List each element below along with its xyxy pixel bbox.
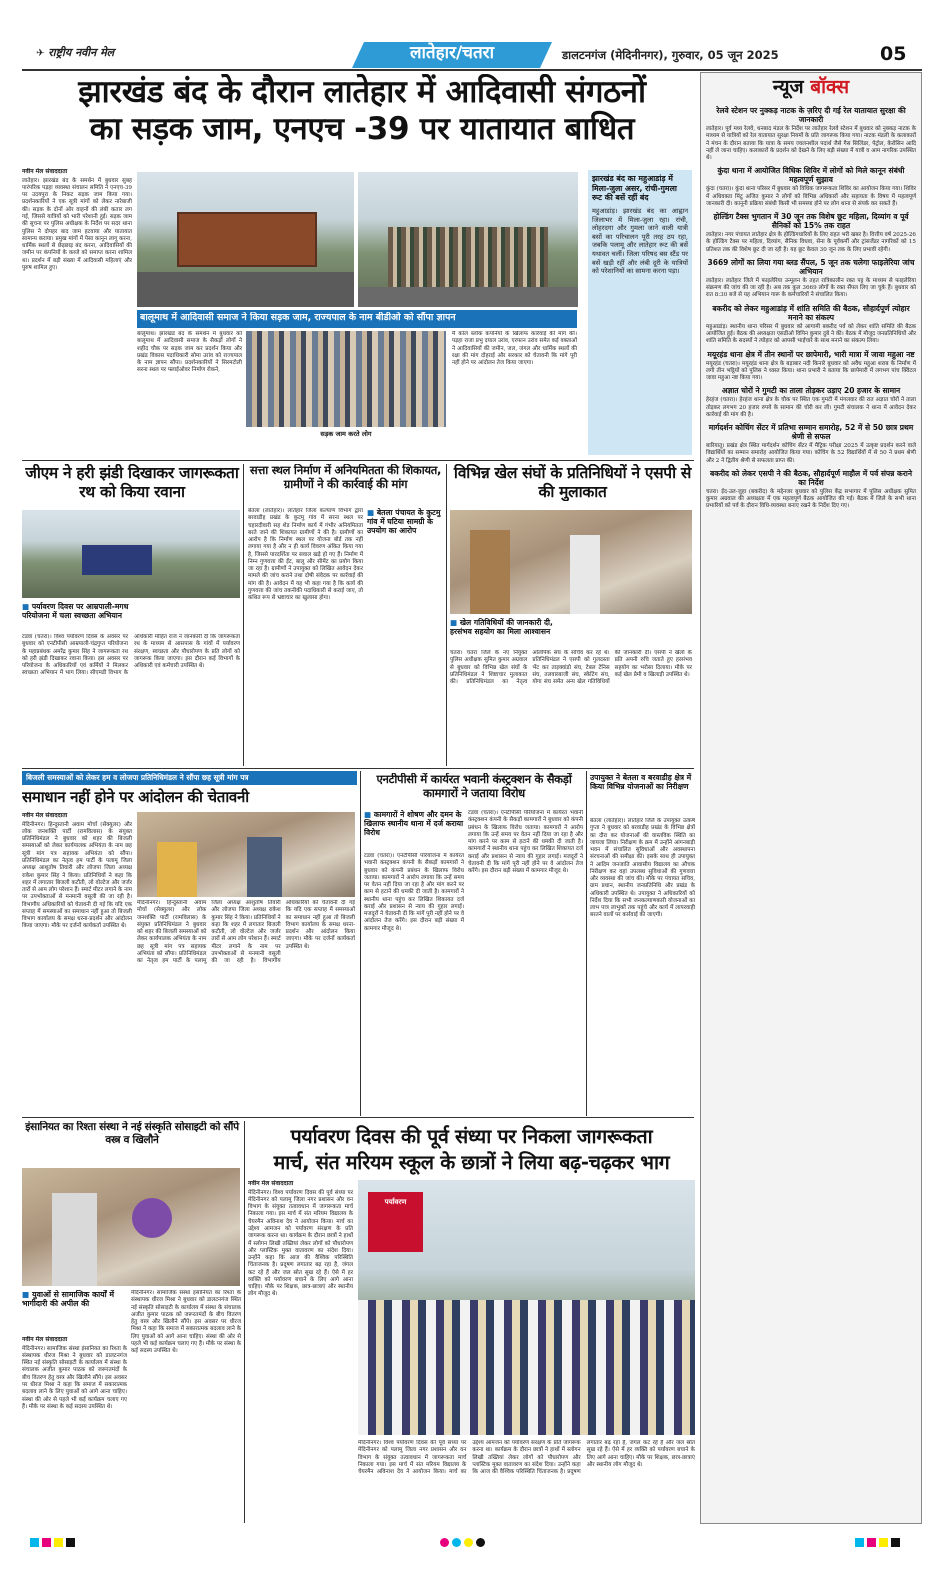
- news-box-items: [701, 101, 921, 517]
- mahuadand-body: महुआडांड़। झारखंड बंद का आह्वान जिलाभर में मिला-जुला रहा। रांची, लोहरदगा और गुमला जाने वाली यात्री बसों का परिचालन पूरी तरह ठप रहा, जबकि पलामू और लातेहार रूट की बसें यथावत चलीं। जिला परिषद बस स्टैंड पर बसें खड़ी रहीं और लंबी दूरी के यात्रियों को परेशानियों का सामना करना पड़ा।: [592, 207, 688, 276]
- row3-bottom-rule: [22, 1117, 694, 1118]
- betla-body: बेतला (लातेहार)। लातेहार जिले के उपायुक्त उत्कर्ष गुप्ता ने बुधवार को बरवाडीह प्रखंड के विभिन्न क्षेत्रों का दौरा कर योजनाओं की वास्तविक स्थिति का जायजा लिया। निरीक्षण के क्रम में उन्होंने आंगनबाड़ी भवन में संचालित सुविधाओं और अवस्थापना संरचनाओं की समीक्षा की। इसके साथ ही उपायुक्त ने आदिम जनजाति आवासीय विद्यालय का औचक निरीक्षण कर वहां उपलब्ध सुविधाओं की गुणवत्ता और व्यवस्था की जांच की। मौके पर पंचायत सचिव, ग्राम प्रधान, स्थानीय जनप्रतिनिधि और प्रखंड के अधिकारी उपस्थित थे। उपायुक्त ने अधिकारियों को निर्देश दिया कि सभी जनकल्याणकारी योजनाओं का लाभ पात्र लाभुकों तक पहुंचे और कार्य में लापरवाही बरतने वालों पर कार्रवाई की जाएगी।: [590, 818, 695, 919]
- dateline: डालटनगंज (मेदिनीनगर), गुरुवार, 05 जून 2025: [562, 48, 779, 62]
- paryavaran-byline: नवीन मेल संवाददाता: [248, 1180, 294, 1187]
- news-box-item: [706, 106, 916, 162]
- sasta-headline: सत्ता स्थल निर्माण में अनियमितता की शिकायत, ग्रामीणों ने की कार्रवाई की मांग: [249, 464, 442, 491]
- paryavaran-text-col: [248, 1180, 353, 1522]
- news-box-item: [706, 258, 916, 300]
- square-bullet-icon: ■: [367, 508, 377, 517]
- news-box-item-body: बारियातू। प्रखंड क्षेत्र स्थित मार्गदर्शन कोचिंग सेंटर में मैट्रिक परीक्षा 2025 में उत्कृष्ट प्रदर्शन करने वाले विद्यार्थियों का सम्मान समारोह आयोजित किया गया। कोचिंग के 52 विद्यार्थियों में से 50 ने प्रथम श्रेणी और 2 ने द्वितीय श्रेणी से सफलता प्राप्त की।: [706, 443, 916, 464]
- khel-photo: [450, 510, 692, 614]
- col-rule-4: [586, 771, 587, 1116]
- paryavaran-body-cont: [358, 1440, 695, 1522]
- news-box-item: [706, 350, 916, 383]
- balumath-photo-caption: सड़क जाम करते लोग: [320, 430, 372, 438]
- samadhan-text-col: [22, 812, 132, 1112]
- balumath-body-right: मैं कोल ब्लॉक कंपनियों के खिलाफ कार्रवाई की मांग की। पड़हा राजा प्रभु दयाल उरांव, एरफान उरांव समेत कई वक्ताओं ने आदिवासियों की जमीन, जल, जंगल और धार्मिक स्थलों की रक्षा की मांग दोहराई और सरकार को चेतावनी कि मांगे पूरी नहीं होने पर आंदोलन तेज किया जाएगा।: [452, 331, 577, 367]
- samadhan-byline: नवीन मेल संवाददाता: [22, 812, 68, 819]
- lead-photo-protest: [358, 172, 578, 307]
- sasta-inset: [367, 508, 443, 535]
- section-title: लातेहार/चतरा: [409, 43, 495, 63]
- insaniyat-inset-text: युवाओं से सामाजिक कार्यों में भागीदारी की अपील की: [22, 1290, 115, 1309]
- page-number: 05: [880, 43, 907, 65]
- dm-rath-inset-text: पर्यावरण दिवस पर आम्रपाली-मगध परियोजना में चला स्वच्छता अभियान: [22, 602, 129, 621]
- row2-bottom-rule: [22, 768, 694, 769]
- lead-headline: [22, 74, 702, 147]
- lead-body: लातेहार। झारखंड बंद के समर्थन में बुधवार सुबह पारंपरिक पड़हा व्यवस्था संचालन समिति ने एनएच-39 पर उदयपुरा के निकट सड़क जाम किया गया। प्रदर्शनकारियों ने एक सूत्री मांगों को लेकर नारेबाजी की। सड़क के दोनों ओर वाहनों की लंबी कतार लग गई, जिससे यात्रियों को भारी परेशानी हुई। सड़क जाम की सूचना पर पुलिस अधीक्षक के निर्देश पर सदर थाना पुलिस ने दोपहर बाद जाम हटवाया और यातायात सामान्य कराया। प्रमुख मांगों में पेसा कानून लागू करना, धार्मिक स्थलों से छेड़छाड़ बंद करना, आदिवासियों की जमीन पर कंपनियों के कब्जे को समाप्त करना शामिल था। प्रदर्शन में बड़ी संख्या में आदिवासी महिलाएं और पुरुष शामिल हुए।: [22, 177, 132, 271]
- square-bullet-icon: ■: [22, 602, 32, 611]
- col-rule-5: [244, 1121, 245, 1523]
- paryavaran-photo: [358, 1180, 695, 1435]
- news-box-item-headline: होल्डिंग टैक्स भुगतान में 30 जून तक विशेष छूट महिला, दिव्यांग व पूर्व सैनिकों को 15% तक राहत: [713, 212, 909, 231]
- khel-headline: विभिन्न खेल संघों के प्रतिनिधियों ने एसपी से की मुलाकात: [453, 464, 692, 501]
- insaniyat-inset: [22, 1290, 127, 1309]
- dm-rath-photo: [22, 510, 240, 598]
- lead-byline: नवीन मेल संवाददाता: [22, 168, 68, 175]
- col-rule-1: [243, 464, 244, 766]
- mahuadand-side-story: [588, 170, 692, 455]
- lead-headline-line-1: झारखंड बंद के दौरान लातेहार में आदिवासी संगठनों: [78, 74, 646, 110]
- paryavaran-body: मेदिनीनगर। विश्व पर्यावरण दिवस की पूर्व संध्या पर मेदिनीनगर को पलामू जिला नगर प्रशासन और वन विभाग के संयुक्त तत्वावधान में जागरूकता मार्च निकाला गया। इस मार्च में संत मरियम विद्यालय के चेयरमैन अविनाश देव ने आयोजन किया। मार्च का उद्देश्य आमजन को पर्यावरण संरक्षण के प्रति जागरूक करना था। कार्यक्रम के दौरान छात्रों ने हाथों में स्लोगन लिखी तख्तियां लेकर लोगों को पौधारोपण और प्लास्टिक मुक्त वातावरण का संदेश दिया। उन्होंने कहा कि आज की वैश्विक परिस्थिति चिंताजनक है। प्रदूषण लगातार बढ़ रहा है, जंगल कट रहे हैं और जल स्रोत सूख रहे हैं। ऐसे में हर व्यक्ति को पर्यावरण बचाने के लिए आगे आना चाहिए। मौके पर शिक्षक, छात्र-छात्राएं और स्थानीय लोग मौजूद थे।: [248, 1189, 353, 1298]
- khel-inset-text: खेल गतिविधियों की जानकारी दी, हरसंभव सहयोग का मिला आश्वासन: [450, 618, 553, 637]
- samadhan-body: मेदिनीनगर। हिन्दुस्तानी अवाम मोर्चा (सेक्युलर) और लोक जनशक्ति पार्टी (रामविलास) के संयुक्त प्रतिनिधिमंडल ने बुधवार को शहर की बिजली समस्याओं को लेकर कार्यपालक अभियंता के नाम छह सूत्री मांग पत्र सहायक अभियंता को सौंपा। प्रतिनिधिमंडल का नेतृत्व हम पार्टी के पलामू जिला अध्यक्ष आशुतोष तिवारी और लोजपा जिला अध्यक्ष राकेश कुमार सिंह ने किया। प्रतिनिधियों ने कहा कि शहर में लगातार बिजली कटौती, लो वोल्टेज और जर्जर तारों से आम लोग परेशान हैं। स्मार्ट मीटर लगाने के नाम पर उपभोक्ताओं से मनमानी वसूली की जा रही है। विभागीय अधिकारियों को चेतावनी दी गई कि यदि एक सप्ताह में समस्याओं का समाधान नहीं हुआ तो बिजली विभाग कार्यालय के समक्ष धरना-प्रदर्शन और आंदोलन किया जाएगा। मौके पर दर्जनों कार्यकर्ता उपस्थित थे।: [22, 821, 132, 930]
- news-box-item-body: लातेहार। नगर पंचायत लातेहार क्षेत्र के होल्डिंगधारियों के लिए राहत भरी खबर है। वित्तीय वर्ष 2025-26 के होल्डिंग टैक्स पर महिला, दिव्यांग, सैनिक विधवा, सेना के पूर्वकर्मी और ट्रांसजेंडर नागरिकों को 15 प्रतिशत तक की विशेष छूट दी जा रही है। यह छूट केवल 30 जून तक के लिए प्रभावी रहेगी।: [706, 232, 916, 253]
- news-box-item-body: चतरा। ईद-उल-जुहा (बकरीद) के मद्देनजर बुधवार को पुलिस केंद्र सभागार में पुलिस अधीक्षक सुमित कुमार अग्रवाल की अध्यक्षता में एक महत्वपूर्ण बैठक आयोजित की गई। बैठक में जिले के सभी थाना प्रभारियों को पर्व के दौरान विधि-व्यवस्था बनाए रखने के निर्देश दिए गए।: [706, 488, 916, 510]
- khel-inset: [450, 618, 575, 636]
- news-box-item-body: मयूरहंड (चतरा)। मयूरहंड थाना क्षेत्र के बड़ाबार नदी किनारे बुधवार को अवैध महुआ शराब के निर्माण में लगी तीन भट्ठियों को पुलिस ने ध्वस्त किया। थाना प्रभारी ने बताया कि छापेमारी में लगभग पांच क्विंटल जावा महुआ नष्ट किया गया।: [706, 360, 916, 382]
- lead-bottom-rule: [22, 460, 694, 461]
- news-box-item-body: लातेहार। लातेहार जिले में फाइलेरिया उन्मूलन के तहत रात्रिकालीन रक्त पट्ट के माध्यम से फाइलेरिया संक्रमण की जांच की जा रही है। अब तक कुल 3669 लोगों के रक्त सैंपल लिए जा चुके हैं। बुधवार को रात 8:30 बजे से यह अभियान गारू के कर्मचारियों ने संचालित किया।: [706, 277, 916, 299]
- masthead-rule: [22, 69, 922, 71]
- logo-bird-icon: ✈: [36, 48, 45, 59]
- news-box: [700, 72, 922, 1524]
- news-box-item-headline: अज्ञात चोरों ने गुमटी का ताला तोड़कर उड़ाए 20 हजार के सामान: [721, 386, 901, 396]
- masthead: [22, 40, 922, 70]
- news-box-item: [706, 386, 916, 419]
- samadhan-kicker: बिजली समस्याओं को लेकर हम व लोजपा प्रतिनिधिमंडल ने सौंपा छह सूत्री मांग पत्र: [26, 773, 249, 782]
- paryavaran-photo-banner: [368, 1192, 423, 1252]
- insaniyat-body: मेदिनीनगर। सामाजिक संस्था इंसानियत का रिश्ता के संस्थापक धीरज मिश्रा ने बुधवार को डालटनगंज स्थित नई संस्कृति सोसाइटी के कार्यालय में संस्था के संचालक अजीत कुमार पाठक को जरूरतमंदों के बीच वितरण हेतु वस्त्र और खिलौने सौंपे। इस अवसर पर धीरज मिश्रा ने कहा कि समाज में सकारात्मक बदलाव लाने के लिए युवाओं को आगे आना चाहिए। संस्था की ओर से पहले भी कई कार्यक्रम चलाए गए हैं। मौके पर संस्था के कई सदस्य उपस्थित थे।: [22, 1345, 127, 1410]
- news-box-item-headline: रेलवे स्टेशन पर नुक्कड़ नाटक के ज़रिए दी गई रेल यातायात सुरक्षा की जानकारी: [716, 106, 906, 124]
- news-box-item-headline: मार्गदर्शन कोचिंग सेंटर में प्रतिभा सम्मान समारोह, 52 में से 50 छात्र प्रथम श्रेणी से सफल: [708, 423, 914, 442]
- balumath-body-left: बालूमाथ। झारखंड बंद के समर्थन में बुधवार को बालूमाथ में आदिवासी समाज के सैकड़ों लोगों ने शहीद चौक पर सड़क जाम कर प्रदर्शन किया और प्रखंड विकास पदाधिकारी सोमा उरांव को राज्यपाल के नाम ज्ञापन सौंपा। प्रदर्शनकारियों ने सिरमटोली सरना स्थल पर फ्लाईओवर निर्माण रोकने,: [137, 331, 242, 374]
- news-box-item-body: कुंदा (चतरा)। कुंदा थाना परिसर में बुधवार को विधिक जागरूकता शिविर का आयोजन किया गया। शिविर में अधिवक्ता मिंटू अजित कुमार ने लोगों को विभिन्न अधिकारों और सहायता के विषय में महत्वपूर्ण जानकारी दी। कानूनी प्रक्रिया संबंधी किसी भी समस्या होने पर लोग थाना से संपर्क कर सकते हैं।: [706, 186, 916, 207]
- registration-marks-center: [440, 1538, 500, 1550]
- col-rule-2: [446, 464, 447, 766]
- news-box-title-a: न्यूज: [772, 76, 804, 98]
- news-box-item-headline: 3669 लोगों का लिया गया ब्लड सैंपल, 5 जून तक चलेगा फाइलेरिया जांच अभियान: [707, 257, 915, 276]
- ntpc-headline: एनटीपीसी में कार्यरत भवानी कंस्ट्रक्शन के सैकड़ों कामगारों ने जताया विरोध: [376, 773, 572, 800]
- insaniyat-body-cont: [131, 1290, 241, 1522]
- insaniyat-headline: इंसानियत का रिश्ता संस्था ने नई संस्कृति सोसाइटी को सौंपे वस्त्र व खिलौने: [25, 1121, 239, 1146]
- ntpc-body-b: [468, 810, 583, 1113]
- insaniyat-body-continued: मेदिनीनगर। सामाजिक संस्था इंसानियत का रिश्ता के संस्थापक धीरज मिश्रा ने बुधवार को डालटनगंज स्थित नई संस्कृति सोसाइटी के कार्यालय में संस्था के संचालक अजीत कुमार पाठक को जरूरतमंदों के बीच वितरण हेतु वस्त्र और खिलौने सौंपे। इस अवसर पर धीरज मिश्रा ने कहा कि समाज में सकारात्मक बदलाव लाने के लिए युवाओं को आगे आना चाहिए। संस्था की ओर से पहले भी कई कार्यक्रम चलाए गए हैं। मौके पर संस्था के कई सदस्य उपस्थित थे।: [131, 1290, 241, 1355]
- balumath-headline: बालूमाथ में आदिवासी समाज ने किया सड़क जाम, राज्यपाल के नाम बीडीओ को सौंपा ज्ञापन: [140, 312, 456, 323]
- dm-rath-inset: [22, 602, 140, 620]
- news-box-item: [706, 212, 916, 254]
- news-box-item-body: लातेहार। पूर्व मध्य रेलवे, धनबाद मंडल के निर्देश पर लातेहार रेलवे स्टेशन में बुधवार को नुक्कड़ नाटक के माध्यम से यात्रियों को रेल यातायात सुरक्षा नियमों के प्रति जागरूक किया गया। नाटक मंडली के कलाकारों ने मंचन के दौरान बताया कि यात्रा के समय ज्वलनशील पदार्थ जैसे गैस सिलिंडर, पेट्रोल, केरोसिन आदि नहीं ले जाना चाहिए। कलाकारों के प्रदर्शन को देखने के लिए बड़ी संख्या में यात्री व आम नागरिक उपस्थित थे।: [706, 126, 916, 162]
- sasta-inset-text: बेतला पंचायत के कुटमु गांव में घटिया सामग्री के उपयोग का आरोप: [367, 508, 441, 536]
- dm-rath-headline: जीएम ने हरी झंडी दिखाकर जागरूकता रथ को किया रवाना: [25, 464, 239, 501]
- paryavaran-headline: [248, 1124, 695, 1175]
- news-box-item-headline: कुंदा थाना में आयोजित विधिक शिविर में लोगों को मिले कानून संबंधी महत्वपूर्ण सुझाव: [717, 166, 905, 185]
- col-rule-3: [360, 771, 361, 1116]
- news-box-item: [706, 304, 916, 346]
- samadhan-body-continued: मेदिनीनगर। हिन्दुस्तानी अवाम मोर्चा (सेक्युलर) और लोक जनशक्ति पार्टी (रामविलास) के संयुक्त प्रतिनिधिमंडल ने बुधवार को शहर की बिजली समस्याओं को लेकर कार्यपालक अभियंता के नाम छह सूत्री मांग पत्र सहायक अभियंता को सौंपा। प्रतिनिधिमंडल का नेतृत्व हम पार्टी के पलामू जिला अध्यक्ष आशुतोष तिवारी और लोजपा जिला अध्यक्ष राकेश कुमार सिंह ने किया। प्रतिनिधियों ने कहा कि शहर में लगातार बिजली कटौती, लो वोल्टेज और जर्जर तारों से आम लोग परेशान हैं। स्मार्ट मीटर लगाने के नाम पर उपभोक्ताओं से मनमानी वसूली की जा रही है। विभागीय अधिकारियों को चेतावनी दी गई कि यदि एक सप्ताह में समस्याओं का समाधान नहीं हुआ तो बिजली विभाग कार्यालय के समक्ष धरना-प्रदर्शन और आंदोलन किया जाएगा। मौके पर दर्जनों कार्यकर्ता उपस्थित थे।: [137, 900, 355, 965]
- news-box-item: [706, 469, 916, 511]
- paper-name: राष्ट्रीय नवीन मेल: [48, 46, 115, 59]
- lead-body-column: [22, 168, 132, 468]
- registration-marks-right: [855, 1538, 915, 1550]
- registration-marks-left: [30, 1538, 110, 1550]
- samadhan-headline: समाधान नहीं होने पर आंदोलन की चेतावनी: [22, 788, 249, 806]
- news-box-item: [706, 166, 916, 208]
- samadhan-photo: [137, 812, 355, 897]
- square-bullet-icon: ■: [364, 810, 374, 819]
- insaniyat-photo: [22, 1168, 240, 1286]
- insaniyat-byline: नवीन मेल संवाददाता: [22, 1336, 68, 1343]
- square-bullet-icon: ■: [450, 618, 460, 627]
- news-box-item: [706, 423, 916, 465]
- paryavaran-body-continued: मेदिनीनगर। विश्व पर्यावरण दिवस की पूर्व संध्या पर मेदिनीनगर को पलामू जिला नगर प्रशासन और वन विभाग के संयुक्त तत्वावधान में जागरूकता मार्च निकाला गया। इस मार्च में संत मरियम विद्यालय के चेयरमैन अविनाश देव ने आयोजन किया। मार्च का उद्देश्य आमजन को पर्यावरण संरक्षण के प्रति जागरूक करना था। कार्यक्रम के दौरान छात्रों ने हाथों में स्लोगन लिखी तख्तियां लेकर लोगों को पौधारोपण और प्लास्टिक मुक्त वातावरण का संदेश दिया। उन्होंने कहा कि आज की वैश्विक परिस्थिति चिंताजनक है। प्रदूषण लगातार बढ़ रहा है, जंगल कट रहे हैं और जल स्रोत सूख रहे हैं। ऐसे में हर व्यक्ति को पर्यावरण बचाने के लिए आगे आना चाहिए। मौके पर शिक्षक, छात्र-छात्राएं और स्थानीय लोग मौजूद थे।: [358, 1440, 695, 1476]
- sasta-body: बेतला (लातेहार)। लातेहार जिला कल्याण विभाग द्वारा बरवाडीह प्रखंड के कुटमु गांव में सरना स्थल पर चहारदीवारी सह शेड निर्माण कार्य में गंभीर अनियमितता बरते जाने की शिकायत ग्रामीणों ने की है। ग्रामीणों का आरोप है कि निर्माण स्थल पर योजना बोर्ड तक नहीं लगाया गया है और न ही कार्य विवरण अंकित किया गया है, जिससे पारदर्शिता पर सवाल खड़े हो गए हैं। निर्माण में निम्न गुणवत्ता की ईंट, बालू और सीमेंट का प्रयोग किया जा रहा है। ग्रामीणों ने उपायुक्त को लिखित आवेदन देकर मामले की जांच कराने तथा दोषी संवेदक पर कार्रवाई की मांग की है। आवेदन में यह भी कहा गया है कि कार्य की गुणवत्ता की जांच तकनीकी पदाधिकारी से कराई जाए, तो कथित रूप से भ्रष्टाचार का खुलासा होगा।: [248, 508, 363, 602]
- news-box-item-headline: बकरीद को लेकर एसपी ने की बैठक, सौहार्दपूर्ण माहौल में पर्व संपन्न कराने का निर्देश: [709, 468, 912, 487]
- samadhan-body-cont: [137, 900, 355, 1112]
- lead-photo-trucks: [137, 172, 354, 307]
- paryavaran-photo-banner-text: पर्यावरण: [384, 1198, 407, 1206]
- paryavaran-headline-line-2: मार्च, संत मरियम स्कूल के छात्रों ने लिया बढ़-चढ़कर भाग: [273, 1150, 670, 1174]
- paryavaran-headline-line-1: पर्यावरण दिवस की पूर्व संध्या पर निकला जागरूकता: [290, 1125, 653, 1148]
- insaniyat-text-col: [22, 1336, 127, 1522]
- news-box-item-headline: मयूरहंड थाना क्षेत्र में तीन स्थानों पर छापेमारी, भारी मात्रा में जावा महुआ नष्ट: [707, 349, 915, 359]
- news-box-item-headline: बकरीद को लेकर महुआडांड़ में शांति समिति की बैठक, सौहार्दपूर्ण त्योहार मनाने का संकल्प: [712, 303, 910, 322]
- news-box-title: [701, 73, 921, 101]
- news-box-item-body: हेरहंज (चतरा)। हेरहंज थाना क्षेत्र के चौक पर स्थित एक गुमटी में मंगलवार की रात अज्ञात चोरों ने ताला तोड़कर लगभग 20 हजार रुपये के सामान की चोरी कर ली। गुमटी संचालक ने थाना में आवेदन देकर कार्रवाई की मांग की है।: [706, 397, 916, 418]
- betla-headline: उपायुक्त ने बेतला व बरवाडीह क्षेत्र में किया विभिन्न योजनाओं का निरीक्षण: [590, 773, 692, 792]
- paper-logo: [36, 46, 114, 61]
- ntpc-inset: [364, 810, 464, 837]
- ntpc-body-continued: टंडवा (चतरा)। एनटीपीसी परियोजना में कार्यरत भवानी कंस्ट्रक्शन कंपनी के सैकड़ों कामगारों ने बुधवार को कंपनी प्रबंधन के खिलाफ विरोध जताया। कामगारों ने आरोप लगाया कि उन्हें समय पर वेतन नहीं दिया जा रहा है और मांग करने पर काम से हटाने की धमकी दी जाती है। कामगारों ने स्थानीय थाना पहुंच कर लिखित शिकायत दर्ज कराई और प्रशासन से न्याय की गुहार लगाई। मजदूरों ने चेतावनी दी कि मांगें पूरी नहीं होने पर वे आंदोलन तेज करेंगे। इस दौरान बड़ी संख्या में कामगार मौजूद थे।: [468, 810, 583, 875]
- news-box-item-body: महुआडांड़। स्थानीय थाना परिसर में बुधवार को आगामी बकरीद पर्व को लेकर शांति समिति की बैठक आयोजित हुई। बैठक की अध्यक्षता एसडीओ विपिन कुमार दुबे ने की। बैठक में मौजूद जनप्रतिनिधियों और शांति समिति के सदस्यों ने त्योहार को आपसी भाईचारे के साथ मनाने का संकल्प लिया।: [706, 323, 916, 345]
- ntpc-body-a: टंडवा (चतरा)। एनटीपीसी परियोजना में कार्यरत भवानी कंस्ट्रक्शन कंपनी के सैकड़ों कामगारों ने बुधवार को कंपनी प्रबंधन के खिलाफ विरोध जताया। कामगारों ने आरोप लगाया कि उन्हें समय पर वेतन नहीं दिया जा रहा है और मांग करने पर काम से हटाने की धमकी दी जाती है। कामगारों ने स्थानीय थाना पहुंच कर लिखित शिकायत दर्ज कराई और प्रशासन से न्याय की गुहार लगाई। मजदूरों ने चेतावनी दी कि मांगें पूरी नहीं होने पर वे आंदोलन तेज करेंगे। इस दौरान बड़ी संख्या में कामगार मौजूद थे।: [364, 853, 464, 932]
- khel-body: चतरा। चतरा जिले के नए नियुक्त पुलिस अधीक्षक सुमित कुमार अग्रवाल से बुधवार को विभिन्न खेल संघों के प्रतिनिधिमंडल ने शिष्टाचार मुलाकात की। प्रतिनिधिमंडल का नेतृत्व ओलंपिक संघ के सचिव कर रहे थे। प्रतिनिधिमंडल ने एसपी को गुलदस्ता भेंट कर ताइक्वांडो संघ, टेबल टेनिस संघ, तलवारबाजी संघ, स्केटिंग संघ, योगा संघ समेत अन्य खेल गतिविधियों की जानकारी दी। एसपी ने खेलों के प्रति अपनी रुचि जताते हुए हरसंभव सहयोग का भरोसा दिलाया। मौके पर कई खेल प्रेमी व खिलाड़ी उपस्थित थे।: [450, 650, 692, 686]
- ntpc-inset-text: कामगारों ने शोषण और दमन के खिलाफ स्थानीय थाना में दर्ज कराया विरोध: [364, 810, 464, 838]
- news-box-title-b: बॉक्स: [810, 76, 850, 98]
- lead-headline-line-2: का सड़क जाम, एनएच -39 पर यातायात बाधित: [89, 110, 635, 147]
- square-bullet-icon: ■: [22, 1290, 33, 1299]
- balumath-photo: [246, 331, 446, 427]
- mahuadand-headline: झारखंड बंद का महुआडांड़ में मिला-जुला असर, रांची-गुमला रूट की बसें रहीं बंद: [592, 174, 677, 203]
- dm-rath-body: टंडवा (चतरा)। विश्व पर्यावरण दिवस के अवसर पर बुधवार को एनटीपीसी आम्रपाली-चंद्रगुप्त परियोजना के महाप्रबंधक अमरेंद्र कुमार सिंह ने जागरूकता रथ को हरी झंडी दिखाकर रवाना किया। इस अवसर पर परियोजना के अधिकारियों एवं कर्मियों ने मिलकर स्वच्छता अभियान में भाग लिया। सीएमडी विभाग के अधिकारी मोहित राज ने जानकारी दी कि जागरूकता रथ के माध्यम से आसपास के गांवों में पर्यावरण संरक्षण, स्वच्छता और पौधारोपण के प्रति लोगों को जागरूक किया जाएगा। इस दौरान कई विभागों के अधिकारी एवं कर्मचारी उपस्थित थे।: [22, 634, 240, 677]
